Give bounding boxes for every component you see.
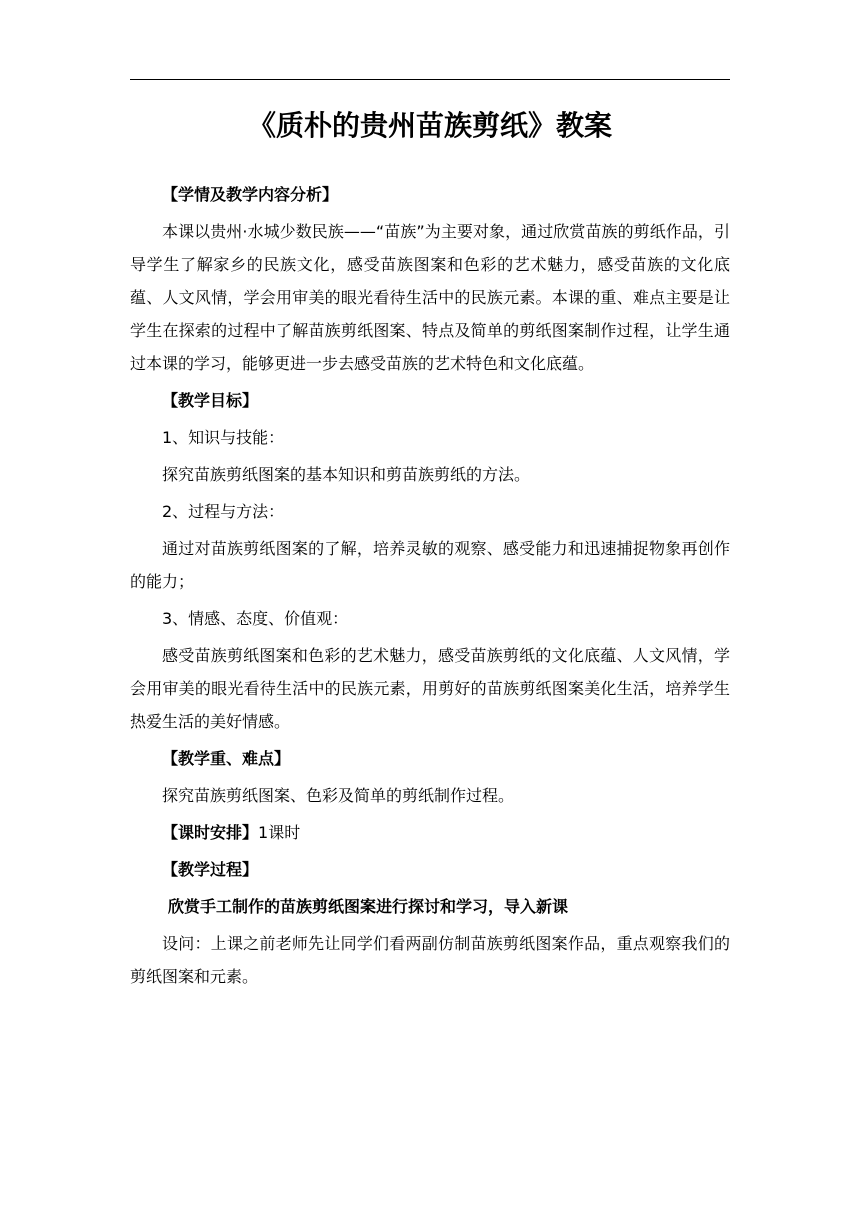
goal1-label: 1、知识与技能： xyxy=(162,428,285,447)
process-step-heading: 欣赏手工制作的苗族剪纸图案进行探讨和学习，导入新课 xyxy=(168,897,569,916)
key-points-paragraph: 探究苗族剪纸图案、色彩及简单的剪纸制作过程。 xyxy=(162,786,515,805)
goal1-paragraph: 探究苗族剪纸图案的基本知识和剪苗族剪纸的方法。 xyxy=(162,465,531,484)
document-title: 《质朴的贵州苗族剪纸》教案 xyxy=(247,109,612,142)
analysis-heading: 【学情及教学内容分析】 xyxy=(162,185,339,204)
goals-heading: 【教学目标】 xyxy=(162,391,259,410)
header-rule xyxy=(130,79,730,80)
goal2-paragraph: 通过对苗族剪纸图案的了解，培养灵敏的观察、感受能力和迅速捕捉物象再创作的能力； xyxy=(130,539,730,591)
goal3-label: 3、情感、态度、价值观： xyxy=(162,609,349,628)
schedule-value: 1课时 xyxy=(258,823,301,842)
goal3-paragraph: 感受苗族剪纸图案和色彩的艺术魅力，感受苗族剪纸的文化底蕴、人文风情，学会用审美的眼光看待生活中的民族元素，用剪好的苗族剪纸图案美化生活，培养学生热爱生活的美好情感。 xyxy=(130,646,730,731)
document-body xyxy=(130,178,730,997)
goal2-label: 2、过程与方法： xyxy=(162,502,285,521)
schedule-heading: 【课时安排】 xyxy=(162,823,259,842)
schedule-line xyxy=(130,816,730,849)
process-heading: 【教学过程】 xyxy=(162,860,259,879)
process-question-paragraph: 设问：上课之前老师先让同学们看两副仿制苗族剪纸图案作品，重点观察我们的剪纸图案和元素。 xyxy=(130,934,730,986)
key-points-heading: 【教学重、难点】 xyxy=(162,749,291,768)
analysis-paragraph: 本课以贵州·水城少数民族——“苗族”为主要对象，通过欣赏苗族的剪纸作品，引导学生了解家乡的民族文化，感受苗族图案和色彩的艺术魅力，感受苗族的文化底蕴、人文风情，学会用审美的眼光看待生活中的民族元素。本课的重、难点主要是让学生在探索的过程中了解苗族剪纸图案、特点及简单的剪纸图案制作过程，让学生通过本课的学习，能够更进一步去感受苗族的艺术特色和文化底蕴。 xyxy=(130,222,730,373)
